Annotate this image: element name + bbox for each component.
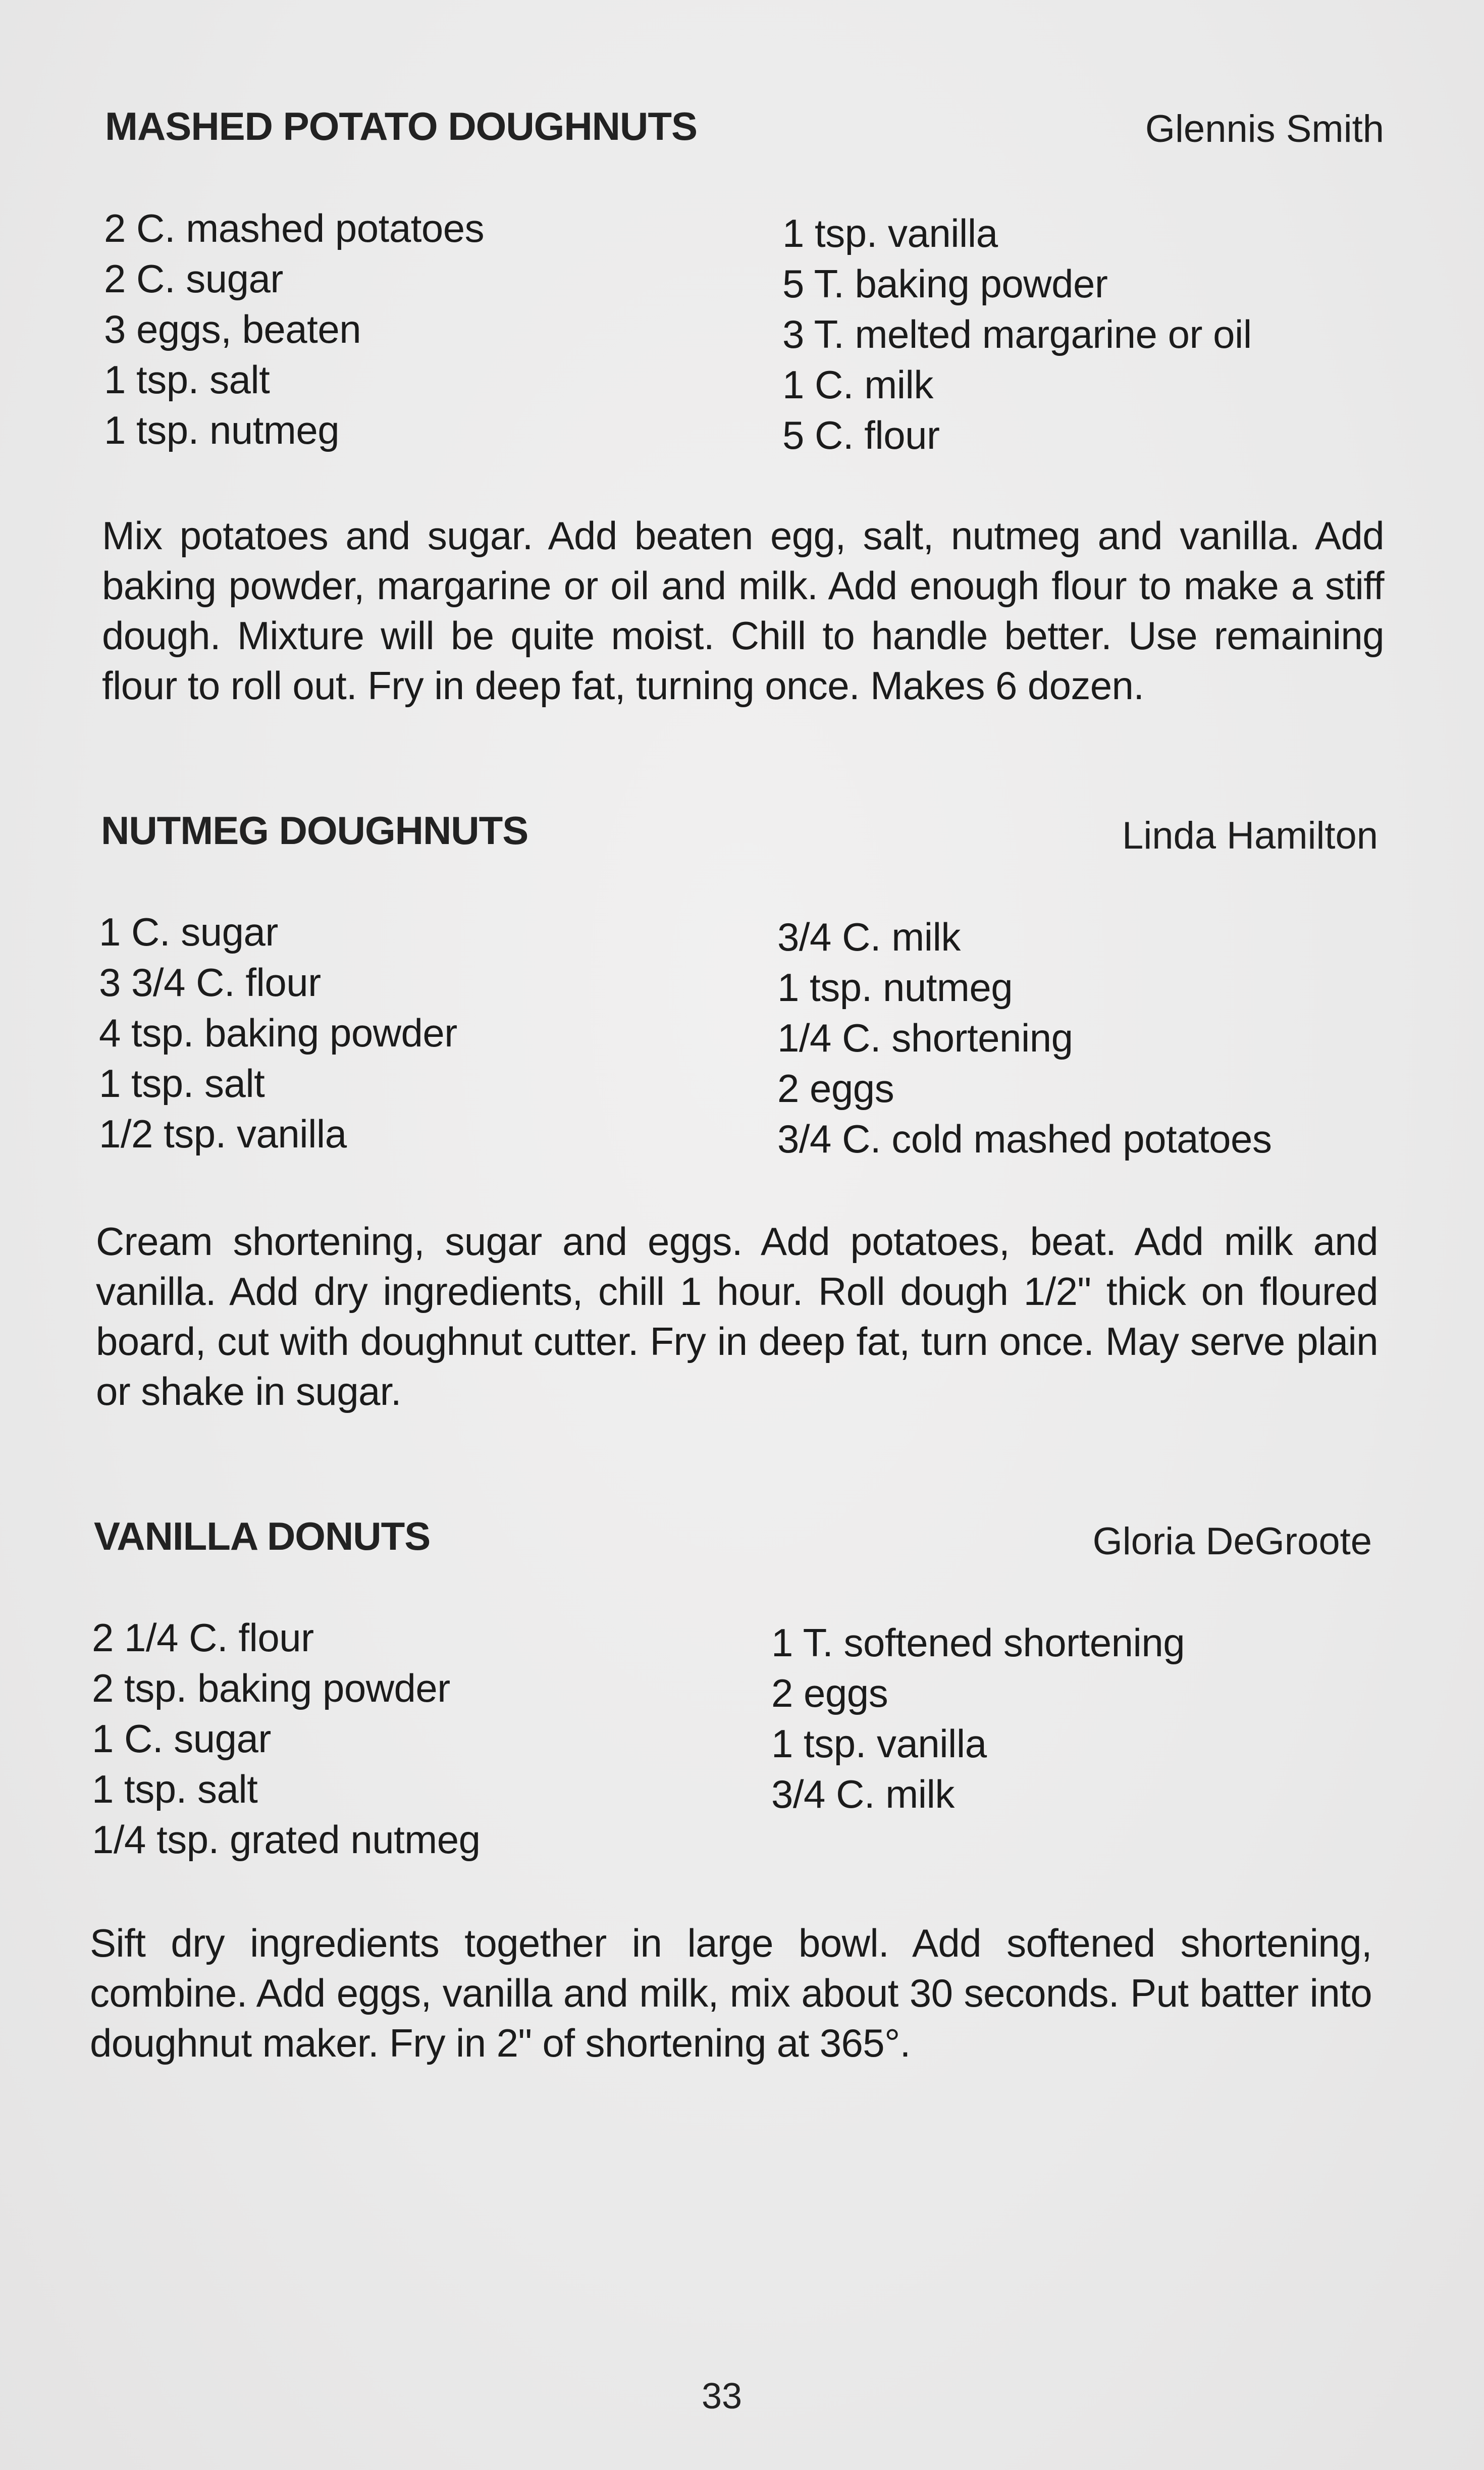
recipe-instructions: Cream shortening, sugar and eggs. Add potatoes, beat. Add milk and vanilla. Add dry ingredients, chill 1 hour. Roll dough 1/2" thick on floured board, cut with doughnut cutter. Fry in deep fat, turn once. May serve plain or shake in sugar. [96, 1219, 1378, 1413]
ingredient: 1 tsp. salt [104, 357, 270, 402]
ingredients-left [99, 907, 457, 1159]
ingredient: 1 tsp. salt [99, 1061, 265, 1106]
ingredient: 1/4 tsp. grated nutmeg [92, 1817, 481, 1862]
ingredient: 3 3/4 C. flour [99, 960, 321, 1005]
recipe-instructions: Sift dry ingredients together in large bowl. Add softened shortening, combine. Add eggs, vanilla and milk, mix about 30 seconds. Put batter into doughnut maker. Fry in 2" of shortening at 365°. [90, 1921, 1372, 2065]
ingredient: 1/2 tsp. vanilla [99, 1112, 347, 1156]
ingredient: 1 C. milk [782, 362, 933, 407]
ingredients-right [771, 1617, 1185, 1819]
ingredients-right [782, 208, 1252, 460]
ingredient: 5 C. flour [782, 413, 940, 457]
ingredient: 2 eggs [771, 1671, 888, 1715]
ingredient: 1 tsp. nutmeg [104, 408, 340, 452]
recipe-title: MASHED POTATO DOUGHNUTS [105, 104, 698, 148]
recipe-author: Glennis Smith [1145, 108, 1384, 150]
ingredients-left [92, 1612, 481, 1865]
ingredients-left [104, 203, 484, 455]
ingredient: 3/4 C. milk [777, 915, 961, 959]
ingredient: 1/4 C. shortening [777, 1016, 1073, 1060]
ingredient: 4 tsp. baking powder [99, 1011, 457, 1055]
ingredient: 2 eggs [777, 1066, 894, 1111]
ingredient: 1 C. sugar [92, 1716, 271, 1761]
recipe-title: NUTMEG DOUGHNUTS [101, 808, 528, 853]
ingredient: 2 C. mashed potatoes [104, 206, 485, 250]
ingredient: 3/4 C. milk [771, 1772, 955, 1816]
page-number: 33 [702, 2376, 743, 2416]
ingredient: 2 1/4 C. flour [92, 1615, 314, 1660]
ingredient: 1 tsp. salt [92, 1767, 258, 1811]
ingredient: 3 T. melted margarine or oil [782, 312, 1252, 356]
ingredient: 1 tsp. nutmeg [777, 965, 1013, 1010]
ingredient: 3/4 C. cold mashed potatoes [777, 1117, 1272, 1161]
ingredient: 2 C. sugar [104, 256, 283, 301]
recipe-author: Linda Hamilton [1122, 814, 1378, 857]
ingredients-right [777, 912, 1271, 1164]
ingredient: 1 tsp. vanilla [771, 1721, 987, 1766]
recipe-instructions: Mix potatoes and sugar. Add beaten egg, salt, nutmeg and vanilla. Add baking powder, margarine or oil and milk. Add enough flour to make a stiff dough. Mixture will be quite moist. Chill to handle better. Use remaining flour to roll out. Fry in deep fat, turning once. Makes 6 dozen. [102, 513, 1384, 708]
recipe-title: VANILLA DONUTS [94, 1514, 431, 1558]
ingredient: 1 T. softened shortening [771, 1620, 1185, 1665]
ingredient: 1 tsp. vanilla [782, 211, 998, 255]
ingredient: 5 T. baking powder [782, 261, 1108, 306]
ingredient: 2 tsp. baking powder [92, 1666, 450, 1710]
recipe-author: Gloria DeGroote [1092, 1520, 1372, 1563]
ingredient: 3 eggs, beaten [104, 307, 361, 351]
ingredient: 1 C. sugar [99, 910, 278, 954]
